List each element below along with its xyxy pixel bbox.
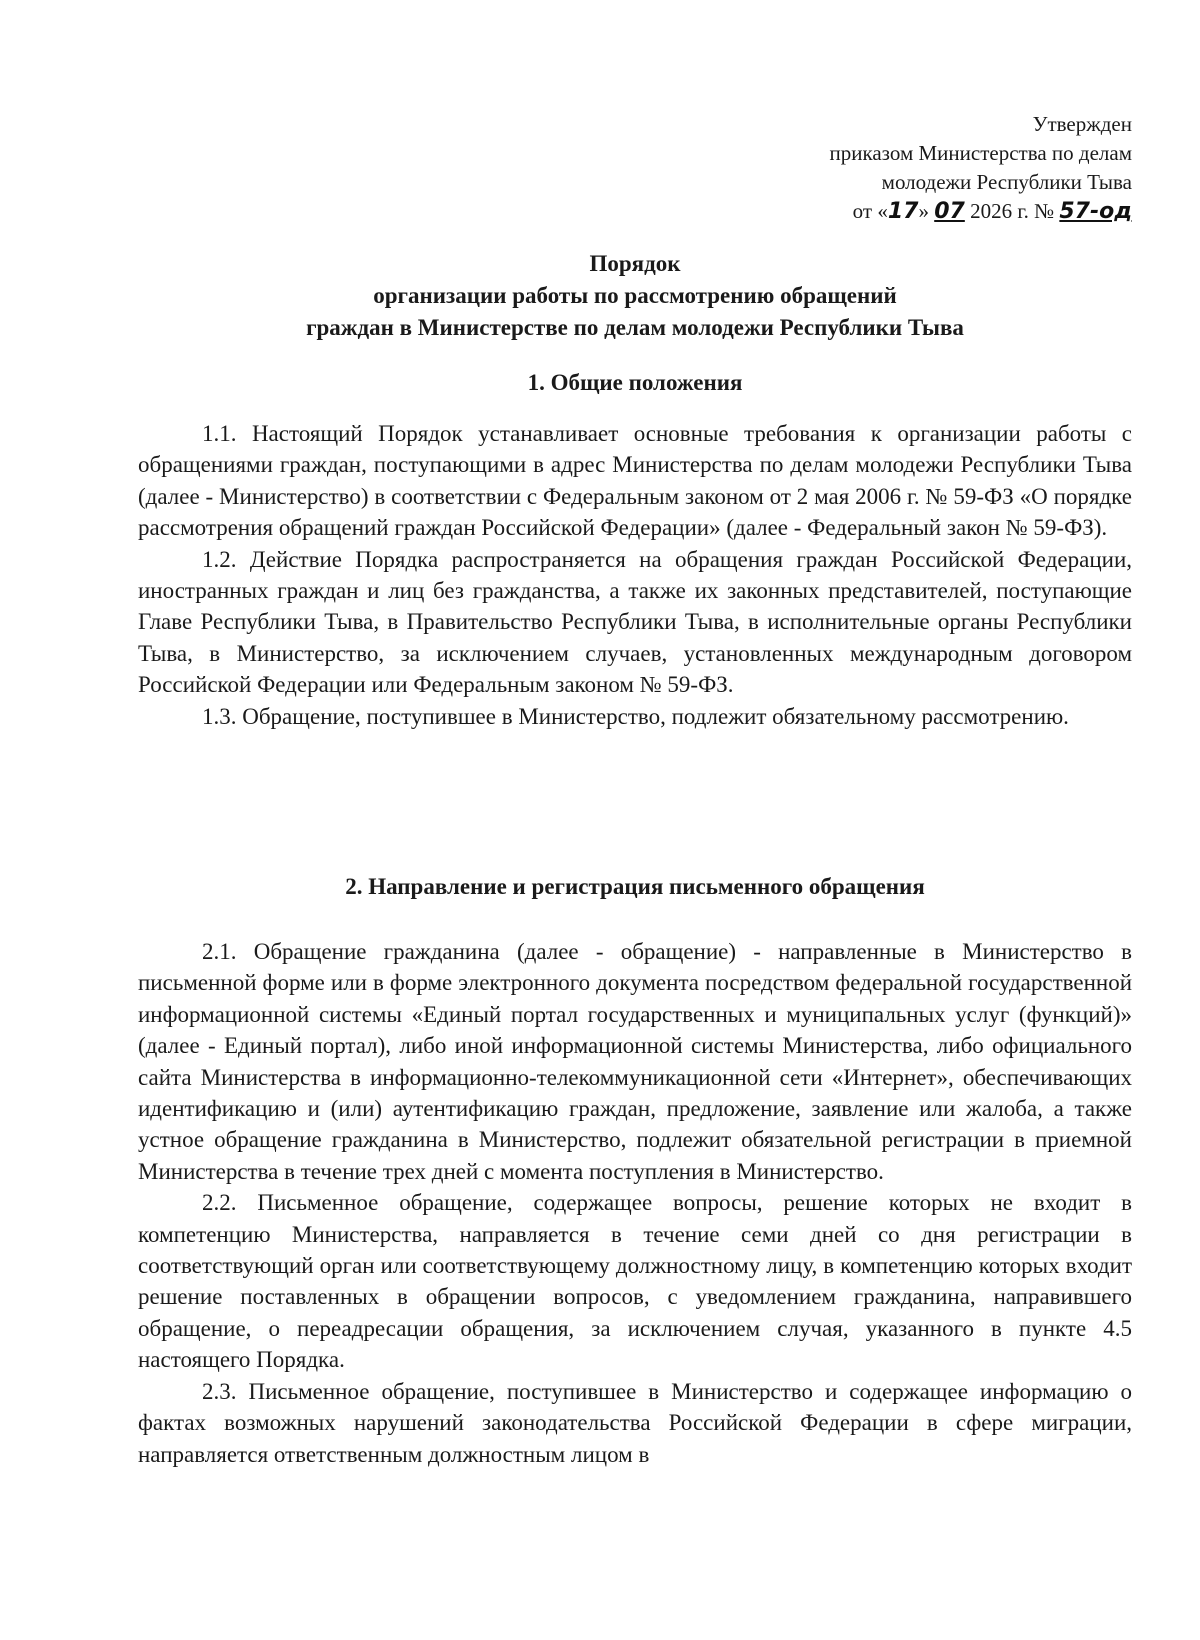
section-2-body: [138, 936, 1132, 1470]
approval-line-1: Утвержден: [1032, 112, 1132, 136]
title-line-2: организации работы по рассмотрению обращений: [373, 283, 897, 308]
paragraph-2-3: 2.3. Письменное обращение, поступившее в Министерство и содержащее информацию о фактах возможных нарушений законодательства Российской Федерации в сфере миграции, направляется ответственным должностным лицом в: [138, 1378, 1132, 1467]
paragraph-1-2: 1.2. Действие Порядка распространяется на обращения граждан Российской Федерации, иностранных граждан и лиц без гражданства, а также их законных представителей, поступающие Главе Республики Тыва, в Правительство Республики Тыва, в исполнительные органы Республики Тыва, в Министерство, за исключением случаев, установленных международным договором Российской Федерации или Федеральным законом № 59-ФЗ.: [138, 546, 1132, 698]
title-line-1: Порядок: [589, 251, 681, 276]
section-1-heading: 1. Общие положения: [527, 370, 743, 395]
title-line-3: граждан в Министерстве по делам молодежи Республики Тыва: [306, 315, 964, 340]
paragraph-1-1: 1.1. Настоящий Порядок устанавливает основные требования к организации работы с обращениями граждан, поступающими в адрес Министерства по делам молодежи Республики Тыва (далее - Министерство) в соответствии с Федеральным законом от 2 мая 2006 г. № 59-ФЗ «О порядке рассмотрения обращений граждан Российской Федерации» (далее - Федеральный закон № 59-ФЗ).: [138, 421, 1132, 541]
date-year: 2026 г. №: [964, 199, 1060, 223]
section-2-heading: 2. Направление и регистрация письменного обращения: [345, 874, 925, 899]
handwritten-order-number: 57-од: [1059, 199, 1132, 224]
paragraph-2-2: 2.2. Письменное обращение, содержащее вопросы, решение которых не входит в компетенцию Министерства, направляется в течение семи дней со дня регистрации в соответствующий орган или соответствующему должностному лицу, в компетенцию которых входит решение поставленных в обращении вопросов, с уведомлением гражданина, направившего обращение, о переадресации обращения, за исключением случая, указанного в пункте 4.5 настоящего Порядка.: [138, 1190, 1132, 1373]
document-title: [138, 248, 1132, 344]
handwritten-month: 07: [934, 199, 965, 224]
date-mid: »: [918, 199, 935, 223]
handwritten-day: 17: [887, 199, 919, 224]
approval-stamp-block: [830, 110, 1133, 226]
approval-date-line: [830, 197, 1133, 226]
approval-line-3: молодежи Республики Тыва: [881, 170, 1132, 194]
section-1-body: [138, 418, 1132, 732]
date-prefix: от «: [852, 199, 888, 223]
paragraph-1-3: 1.3. Обращение, поступившее в Министерство, подлежит обязательному рассмотрению.: [202, 703, 1069, 729]
approval-line-2: приказом Министерства по делам: [829, 141, 1132, 165]
paragraph-2-1: 2.1. Обращение гражданина (далее - обращение) - направленные в Министерство в письменной форме или в форме электронного документа посредством федеральной государственной информационной системы «Единый портал государственных и муниципальных услуг (функций)» (далее - Единый портал), либо иной информационной системы Министерства, либо официального сайта Министерства в информационно-телекоммуникационной сети «Интернет», обеспечивающих идентификацию и (или) аутентификацию граждан, предложение, заявление или жалоба, а также устное обращение гражданина в Министерство, подлежит обязательной регистрации в приемной Министерства в течение трех дней с момента поступления в Министерство.: [138, 939, 1132, 1184]
